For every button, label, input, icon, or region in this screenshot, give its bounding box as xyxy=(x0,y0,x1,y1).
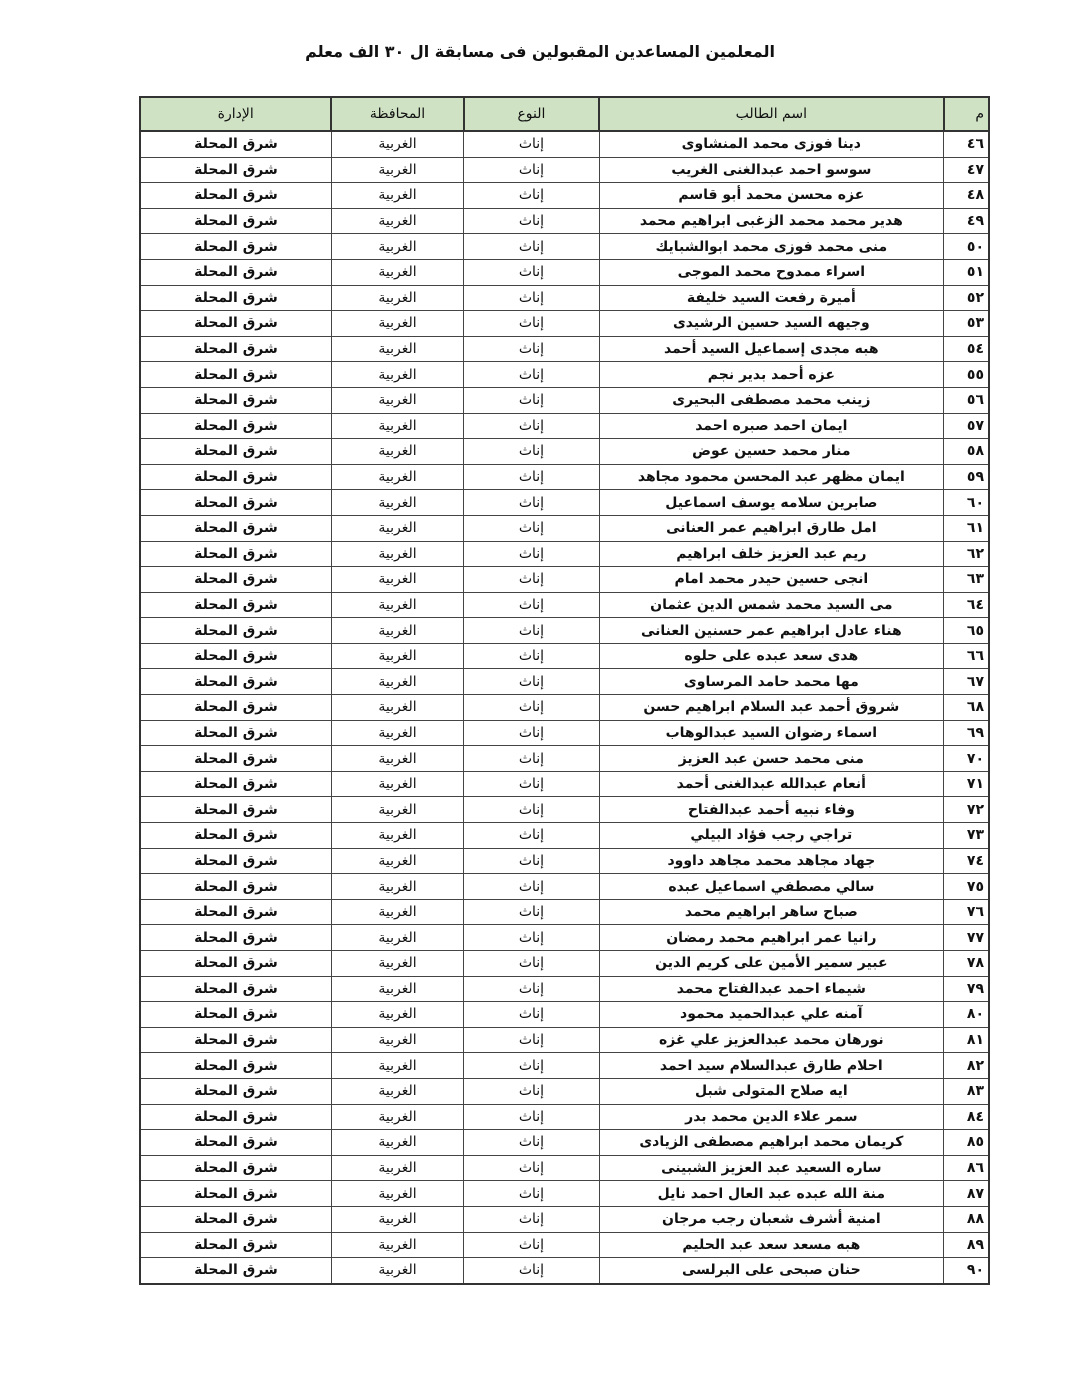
table-row xyxy=(140,362,989,388)
cell-governorate: الغربية xyxy=(331,771,463,797)
cell-governorate: الغربية xyxy=(331,643,463,669)
cell-governorate: الغربية xyxy=(331,1027,463,1053)
cell-gender: إناث xyxy=(464,618,599,644)
cell-administration: شرق المحلة xyxy=(140,618,331,644)
cell-number: ٨٥ xyxy=(944,1130,990,1156)
cell-gender: إناث xyxy=(464,592,599,618)
cell-administration: شرق المحلة xyxy=(140,720,331,746)
cell-gender: إناث xyxy=(464,208,599,234)
table-row xyxy=(140,618,989,644)
cell-number: ٦٨ xyxy=(944,695,990,721)
cell-governorate: الغربية xyxy=(331,490,463,516)
cell-governorate: الغربية xyxy=(331,1155,463,1181)
table-row xyxy=(140,1104,989,1130)
cell-student-name: هدى سعد عبده على حلوه xyxy=(599,643,943,669)
header-governorate: المحافظة xyxy=(331,97,463,131)
cell-number: ٨٢ xyxy=(944,1053,990,1079)
cell-student-name: هبه مجدى إسماعيل السيد أحمد xyxy=(599,336,943,362)
cell-student-name: منى محمد فوزى محمد ابوالشبايك xyxy=(599,234,943,260)
cell-gender: إناث xyxy=(464,515,599,541)
cell-gender: إناث xyxy=(464,1104,599,1130)
cell-administration: شرق المحلة xyxy=(140,1258,331,1284)
table-row xyxy=(140,1181,989,1207)
cell-number: ٦٦ xyxy=(944,643,990,669)
cell-number: ٧١ xyxy=(944,771,990,797)
cell-student-name: منى محمد حسن عبد العزيز xyxy=(599,746,943,772)
cell-administration: شرق المحلة xyxy=(140,1078,331,1104)
cell-governorate: الغربية xyxy=(331,567,463,593)
table-row xyxy=(140,1053,989,1079)
cell-student-name: هناء عادل ابراهيم عمر حسنين العنانى xyxy=(599,618,943,644)
table-row xyxy=(140,1130,989,1156)
cell-administration: شرق المحلة xyxy=(140,874,331,900)
accepted-teachers-table xyxy=(139,96,990,1285)
cell-governorate: الغربية xyxy=(331,618,463,644)
cell-number: ٤٦ xyxy=(944,131,990,157)
cell-number: ٦٣ xyxy=(944,567,990,593)
cell-governorate: الغربية xyxy=(331,848,463,874)
cell-governorate: الغربية xyxy=(331,259,463,285)
cell-governorate: الغربية xyxy=(331,823,463,849)
cell-student-name: تراجي رجب فؤاد البيلي xyxy=(599,823,943,849)
cell-gender: إناث xyxy=(464,1206,599,1232)
cell-governorate: الغربية xyxy=(331,157,463,183)
cell-governorate: الغربية xyxy=(331,1078,463,1104)
cell-governorate: الغربية xyxy=(331,899,463,925)
cell-number: ٧٨ xyxy=(944,951,990,977)
cell-gender: إناث xyxy=(464,387,599,413)
cell-governorate: الغربية xyxy=(331,285,463,311)
cell-number: ٥٠ xyxy=(944,234,990,260)
header-administration: الإدارة xyxy=(140,97,331,131)
cell-administration: شرق المحلة xyxy=(140,234,331,260)
cell-gender: إناث xyxy=(464,797,599,823)
cell-gender: إناث xyxy=(464,823,599,849)
cell-student-name: سمر علاء الدين محمد بدر xyxy=(599,1104,943,1130)
cell-student-name: ايمان احمد صبره احمد xyxy=(599,413,943,439)
table-row xyxy=(140,592,989,618)
cell-student-name: امنية أشرف شعبان رجب مرجان xyxy=(599,1206,943,1232)
table-row xyxy=(140,183,989,209)
cell-gender: إناث xyxy=(464,951,599,977)
cell-administration: شرق المحلة xyxy=(140,797,331,823)
cell-governorate: الغربية xyxy=(331,1232,463,1258)
cell-administration: شرق المحلة xyxy=(140,925,331,951)
cell-administration: شرق المحلة xyxy=(140,643,331,669)
cell-administration: شرق المحلة xyxy=(140,976,331,1002)
cell-governorate: الغربية xyxy=(331,592,463,618)
cell-gender: إناث xyxy=(464,643,599,669)
cell-governorate: الغربية xyxy=(331,797,463,823)
header-gender: النوع xyxy=(464,97,599,131)
cell-gender: إناث xyxy=(464,336,599,362)
cell-administration: شرق المحلة xyxy=(140,669,331,695)
cell-administration: شرق المحلة xyxy=(140,541,331,567)
cell-administration: شرق المحلة xyxy=(140,336,331,362)
cell-governorate: الغربية xyxy=(331,362,463,388)
cell-gender: إناث xyxy=(464,1130,599,1156)
cell-student-name: عزه أحمد بدير نجم xyxy=(599,362,943,388)
cell-governorate: الغربية xyxy=(331,1053,463,1079)
cell-number: ٧٤ xyxy=(944,848,990,874)
cell-number: ٧٢ xyxy=(944,797,990,823)
cell-gender: إناث xyxy=(464,567,599,593)
cell-governorate: الغربية xyxy=(331,951,463,977)
cell-gender: إناث xyxy=(464,1232,599,1258)
cell-student-name: آمنه علي عبدالحميد محمود xyxy=(599,1002,943,1028)
cell-number: ٤٨ xyxy=(944,183,990,209)
cell-governorate: الغربية xyxy=(331,669,463,695)
cell-number: ٥٩ xyxy=(944,464,990,490)
cell-gender: إناث xyxy=(464,234,599,260)
cell-number: ٦١ xyxy=(944,515,990,541)
cell-student-name: كريمان محمد ابراهيم مصطفى الزيادى xyxy=(599,1130,943,1156)
cell-student-name: هدير محمد محمد الزغبى ابراهيم محمد xyxy=(599,208,943,234)
cell-student-name: امل طارق ابراهيم عمر العنانى xyxy=(599,515,943,541)
header-row xyxy=(140,97,989,131)
cell-gender: إناث xyxy=(464,464,599,490)
cell-number: ٧٠ xyxy=(944,746,990,772)
table-row xyxy=(140,1155,989,1181)
cell-student-name: سالي مصطفي اسماعيل عبده xyxy=(599,874,943,900)
table-row xyxy=(140,925,989,951)
table-row xyxy=(140,643,989,669)
cell-gender: إناث xyxy=(464,1078,599,1104)
cell-administration: شرق المحلة xyxy=(140,131,331,157)
cell-student-name: دينا فوزى محمد المنشاوى xyxy=(599,131,943,157)
table-row xyxy=(140,1232,989,1258)
cell-number: ٥٥ xyxy=(944,362,990,388)
cell-student-name: انجى حسين حيدر محمد امام xyxy=(599,567,943,593)
cell-gender: إناث xyxy=(464,874,599,900)
table-row xyxy=(140,131,989,157)
cell-number: ٨٨ xyxy=(944,1206,990,1232)
cell-student-name: عزه محسن محمد أبو قاسم xyxy=(599,183,943,209)
cell-administration: شرق المحلة xyxy=(140,1155,331,1181)
table-row xyxy=(140,976,989,1002)
table-row xyxy=(140,1258,989,1284)
cell-gender: إناث xyxy=(464,695,599,721)
cell-gender: إناث xyxy=(464,771,599,797)
table-row xyxy=(140,1002,989,1028)
cell-governorate: الغربية xyxy=(331,183,463,209)
cell-number: ٨٠ xyxy=(944,1002,990,1028)
cell-student-name: منة الله عبده عبد العال احمد نايل xyxy=(599,1181,943,1207)
cell-administration: شرق المحلة xyxy=(140,311,331,337)
cell-number: ٦٥ xyxy=(944,618,990,644)
cell-number: ٩٠ xyxy=(944,1258,990,1284)
cell-student-name: عبير سمير الأمين على كريم الدين xyxy=(599,951,943,977)
cell-governorate: الغربية xyxy=(331,1104,463,1130)
table-row xyxy=(140,515,989,541)
cell-number: ٨٣ xyxy=(944,1078,990,1104)
table-row xyxy=(140,387,989,413)
cell-number: ٨٤ xyxy=(944,1104,990,1130)
cell-administration: شرق المحلة xyxy=(140,285,331,311)
cell-student-name: رانيا عمر ابراهيم محمد رمضان xyxy=(599,925,943,951)
table-header xyxy=(140,97,989,131)
cell-administration: شرق المحلة xyxy=(140,1002,331,1028)
cell-student-name: ايه صلاح المتولى شبل xyxy=(599,1078,943,1104)
cell-administration: شرق المحلة xyxy=(140,387,331,413)
cell-governorate: الغربية xyxy=(331,720,463,746)
cell-number: ٧٣ xyxy=(944,823,990,849)
table-row xyxy=(140,311,989,337)
cell-gender: إناث xyxy=(464,490,599,516)
cell-student-name: اسماء رضوان السيد عبدالوهاب xyxy=(599,720,943,746)
cell-governorate: الغربية xyxy=(331,1206,463,1232)
document-title: المعلمين المساعدين المقبولين فى مسابقة ال ٣٠ الف معلم xyxy=(305,42,775,61)
table-row xyxy=(140,208,989,234)
cell-student-name: ريم عبد العزيز خلف ابراهيم xyxy=(599,541,943,567)
cell-number: ٦٤ xyxy=(944,592,990,618)
cell-student-name: احلام طارق عبدالسلام سيد احمد xyxy=(599,1053,943,1079)
cell-administration: شرق المحلة xyxy=(140,362,331,388)
cell-gender: إناث xyxy=(464,899,599,925)
table-row xyxy=(140,695,989,721)
cell-number: ٨٧ xyxy=(944,1181,990,1207)
cell-gender: إناث xyxy=(464,131,599,157)
cell-number: ٥٤ xyxy=(944,336,990,362)
cell-administration: شرق المحلة xyxy=(140,259,331,285)
cell-number: ٥٨ xyxy=(944,439,990,465)
cell-governorate: الغربية xyxy=(331,1181,463,1207)
cell-gender: إناث xyxy=(464,285,599,311)
cell-student-name: سوسو احمد عبدالغنى الغريب xyxy=(599,157,943,183)
cell-gender: إناث xyxy=(464,183,599,209)
table-row xyxy=(140,848,989,874)
cell-number: ٦٢ xyxy=(944,541,990,567)
cell-administration: شرق المحلة xyxy=(140,746,331,772)
cell-gender: إناث xyxy=(464,976,599,1002)
table-row xyxy=(140,259,989,285)
cell-governorate: الغربية xyxy=(331,464,463,490)
table-row xyxy=(140,234,989,260)
cell-administration: شرق المحلة xyxy=(140,823,331,849)
cell-governorate: الغربية xyxy=(331,746,463,772)
cell-number: ٨٩ xyxy=(944,1232,990,1258)
cell-governorate: الغربية xyxy=(331,1258,463,1284)
cell-student-name: وجيهه السيد حسين الرشيدى xyxy=(599,311,943,337)
table-row xyxy=(140,464,989,490)
table-row xyxy=(140,899,989,925)
cell-gender: إناث xyxy=(464,746,599,772)
cell-student-name: أنعام عبدالله عبدالغنى أحمد xyxy=(599,771,943,797)
cell-governorate: الغربية xyxy=(331,1130,463,1156)
cell-number: ٦٠ xyxy=(944,490,990,516)
cell-student-name: جهاد مجاهد محمد مجاهد داوود xyxy=(599,848,943,874)
cell-governorate: الغربية xyxy=(331,1002,463,1028)
table-row xyxy=(140,413,989,439)
cell-student-name: اسراء ممدوح محمد الموجى xyxy=(599,259,943,285)
cell-gender: إناث xyxy=(464,1027,599,1053)
cell-number: ٧٥ xyxy=(944,874,990,900)
cell-administration: شرق المحلة xyxy=(140,899,331,925)
cell-administration: شرق المحلة xyxy=(140,592,331,618)
cell-governorate: الغربية xyxy=(331,413,463,439)
cell-governorate: الغربية xyxy=(331,976,463,1002)
cell-student-name: نورهان محمد عبدالعزيز علي غزه xyxy=(599,1027,943,1053)
cell-administration: شرق المحلة xyxy=(140,1027,331,1053)
cell-administration: شرق المحلة xyxy=(140,771,331,797)
table-row xyxy=(140,567,989,593)
cell-student-name: مها محمد حامد المرساوى xyxy=(599,669,943,695)
cell-student-name: شيماء احمد عبدالفتاح محمد xyxy=(599,976,943,1002)
cell-governorate: الغربية xyxy=(331,874,463,900)
table-row xyxy=(140,1078,989,1104)
cell-administration: شرق المحلة xyxy=(140,208,331,234)
cell-gender: إناث xyxy=(464,1258,599,1284)
cell-student-name: أميرة رفعت السيد خليفة xyxy=(599,285,943,311)
cell-administration: شرق المحلة xyxy=(140,1130,331,1156)
cell-number: ٧٩ xyxy=(944,976,990,1002)
table-row xyxy=(140,336,989,362)
cell-number: ٥٧ xyxy=(944,413,990,439)
table-row xyxy=(140,490,989,516)
cell-student-name: ساره السعيد عبد العزيز الشبينى xyxy=(599,1155,943,1181)
cell-administration: شرق المحلة xyxy=(140,439,331,465)
table-row xyxy=(140,439,989,465)
cell-governorate: الغربية xyxy=(331,336,463,362)
table-row xyxy=(140,797,989,823)
header-number: م xyxy=(944,97,990,131)
cell-administration: شرق المحلة xyxy=(140,413,331,439)
cell-governorate: الغربية xyxy=(331,131,463,157)
cell-administration: شرق المحلة xyxy=(140,157,331,183)
cell-administration: شرق المحلة xyxy=(140,695,331,721)
cell-number: ٨١ xyxy=(944,1027,990,1053)
cell-student-name: مى السيد محمد شمس الدين عثمان xyxy=(599,592,943,618)
cell-gender: إناث xyxy=(464,669,599,695)
cell-administration: شرق المحلة xyxy=(140,567,331,593)
cell-governorate: الغربية xyxy=(331,439,463,465)
table-row xyxy=(140,720,989,746)
cell-number: ٥٢ xyxy=(944,285,990,311)
table-row xyxy=(140,541,989,567)
cell-administration: شرق المحلة xyxy=(140,1104,331,1130)
cell-administration: شرق المحلة xyxy=(140,464,331,490)
cell-governorate: الغربية xyxy=(331,234,463,260)
cell-gender: إناث xyxy=(464,1181,599,1207)
cell-gender: إناث xyxy=(464,1002,599,1028)
cell-governorate: الغربية xyxy=(331,695,463,721)
cell-governorate: الغربية xyxy=(331,311,463,337)
cell-gender: إناث xyxy=(464,1155,599,1181)
cell-number: ٥١ xyxy=(944,259,990,285)
cell-gender: إناث xyxy=(464,362,599,388)
cell-gender: إناث xyxy=(464,541,599,567)
cell-administration: شرق المحلة xyxy=(140,1053,331,1079)
cell-gender: إناث xyxy=(464,413,599,439)
cell-governorate: الغربية xyxy=(331,541,463,567)
cell-number: ٧٦ xyxy=(944,899,990,925)
cell-administration: شرق المحلة xyxy=(140,1206,331,1232)
cell-governorate: الغربية xyxy=(331,208,463,234)
table-row xyxy=(140,874,989,900)
table-row xyxy=(140,746,989,772)
cell-student-name: صباح ساهر ابراهيم محمد xyxy=(599,899,943,925)
cell-governorate: الغربية xyxy=(331,925,463,951)
cell-administration: شرق المحلة xyxy=(140,848,331,874)
table-row xyxy=(140,951,989,977)
table-row xyxy=(140,823,989,849)
cell-student-name: زينب محمد مصطفى البحيرى xyxy=(599,387,943,413)
cell-administration: شرق المحلة xyxy=(140,490,331,516)
table-row xyxy=(140,1027,989,1053)
cell-number: ٥٣ xyxy=(944,311,990,337)
cell-number: ٦٩ xyxy=(944,720,990,746)
table-row xyxy=(140,157,989,183)
cell-governorate: الغربية xyxy=(331,515,463,541)
cell-administration: شرق المحلة xyxy=(140,951,331,977)
table-row xyxy=(140,285,989,311)
cell-gender: إناث xyxy=(464,439,599,465)
cell-student-name: صابرين سلامه يوسف اسماعيل xyxy=(599,490,943,516)
table-row xyxy=(140,669,989,695)
cell-student-name: هبه مسعد سعد عبد الحليم xyxy=(599,1232,943,1258)
cell-student-name: ايمان مظهر عبد المحسن محمود مجاهد xyxy=(599,464,943,490)
cell-gender: إناث xyxy=(464,1053,599,1079)
cell-gender: إناث xyxy=(464,259,599,285)
cell-gender: إناث xyxy=(464,311,599,337)
table-row xyxy=(140,771,989,797)
cell-gender: إناث xyxy=(464,720,599,746)
cell-administration: شرق المحلة xyxy=(140,183,331,209)
cell-gender: إناث xyxy=(464,157,599,183)
cell-administration: شرق المحلة xyxy=(140,1181,331,1207)
cell-number: ٧٧ xyxy=(944,925,990,951)
cell-number: ٥٦ xyxy=(944,387,990,413)
cell-student-name: حنان صبحى على البرلسى xyxy=(599,1258,943,1284)
cell-student-name: شروق أحمد عبد السلام ابراهيم حسن xyxy=(599,695,943,721)
cell-number: ٨٦ xyxy=(944,1155,990,1181)
cell-student-name: منار محمد حسين عوض xyxy=(599,439,943,465)
cell-number: ٦٧ xyxy=(944,669,990,695)
table-body xyxy=(140,131,989,1284)
cell-gender: إناث xyxy=(464,925,599,951)
cell-administration: شرق المحلة xyxy=(140,1232,331,1258)
header-student-name: اسم الطالب xyxy=(599,97,943,131)
cell-administration: شرق المحلة xyxy=(140,515,331,541)
cell-governorate: الغربية xyxy=(331,387,463,413)
cell-number: ٤٩ xyxy=(944,208,990,234)
cell-student-name: وفاء نبيه أحمد عبدالفتاح xyxy=(599,797,943,823)
cell-number: ٤٧ xyxy=(944,157,990,183)
table-row xyxy=(140,1206,989,1232)
cell-gender: إناث xyxy=(464,848,599,874)
